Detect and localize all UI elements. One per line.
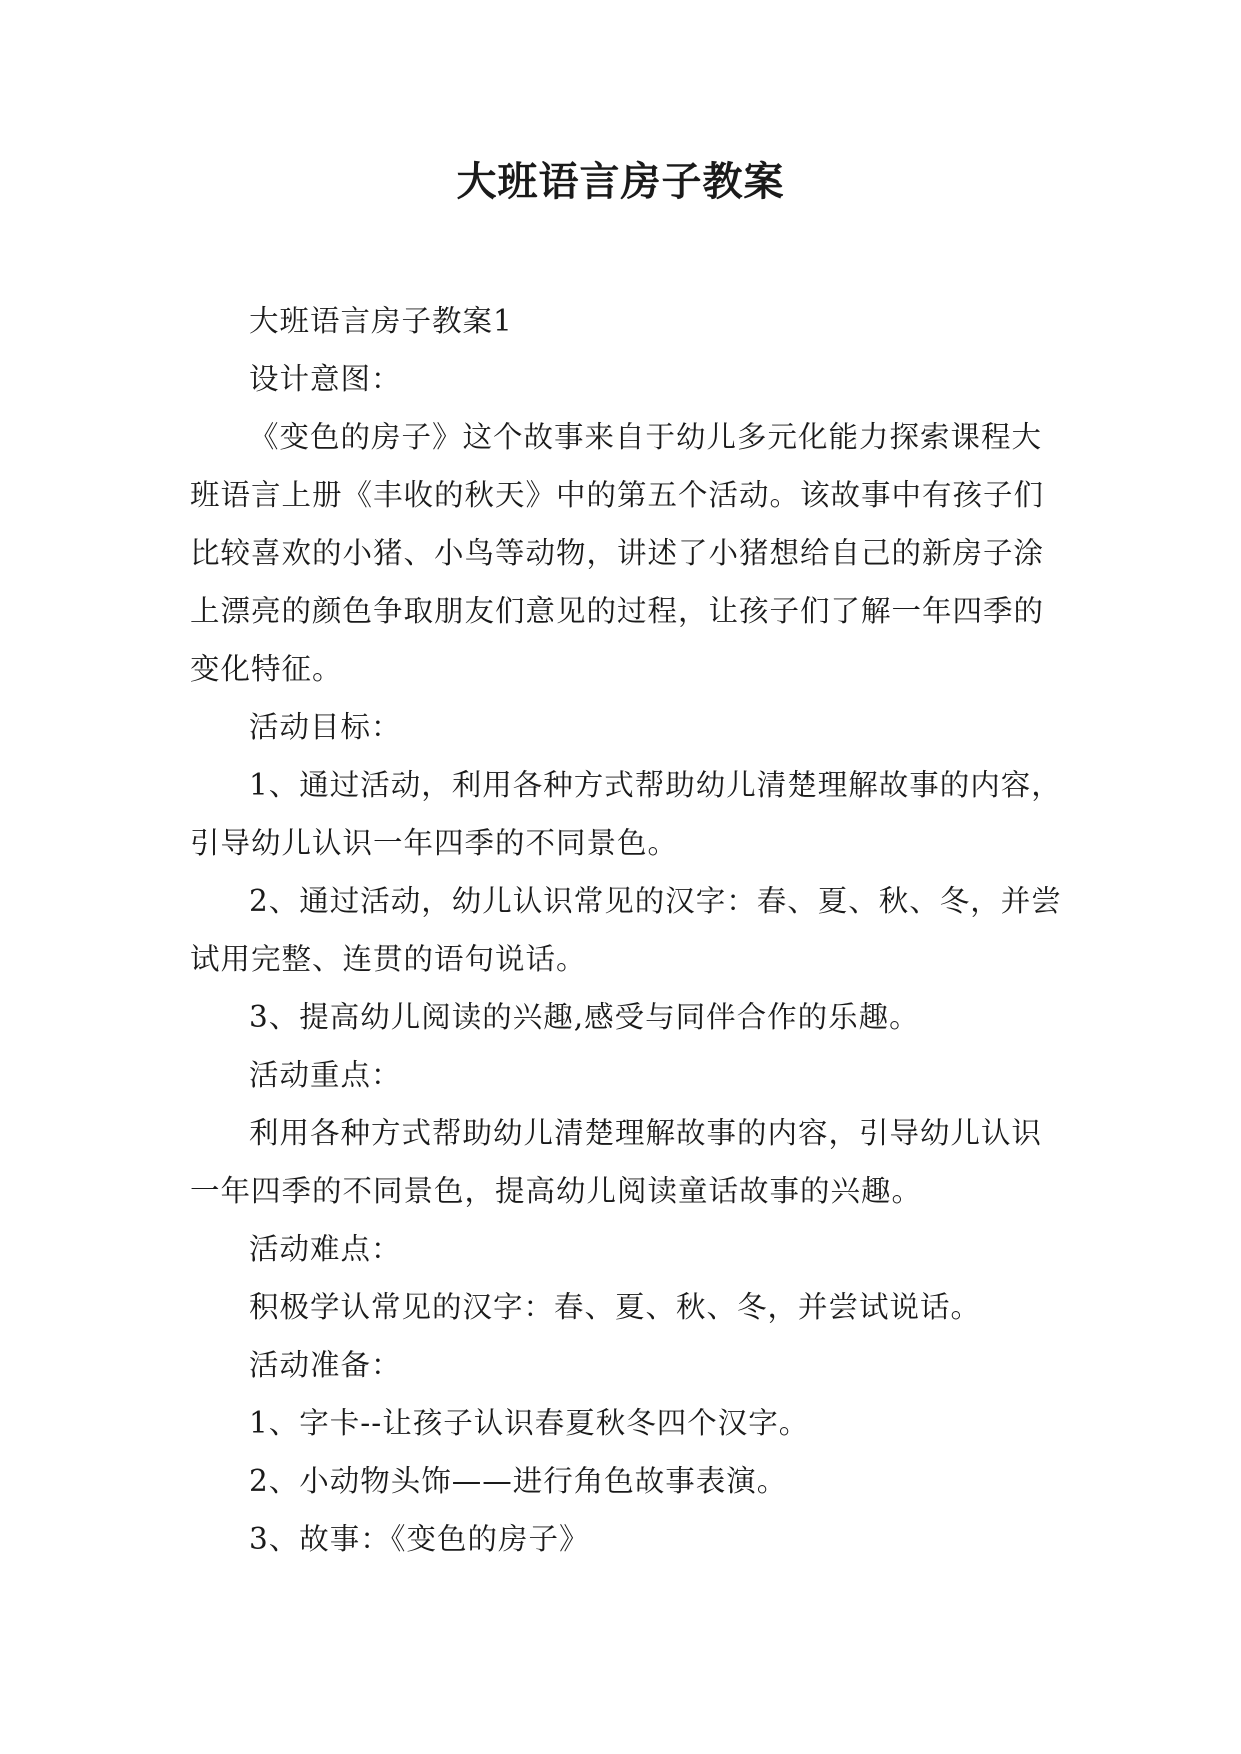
heading-activity-goals: 活动目标：	[249, 710, 402, 744]
preparation-item-1: 1、字卡--让孩子认识春夏秋冬四个汉字。	[249, 1406, 810, 1440]
heading-activity-difficulty: 活动难点：	[249, 1232, 402, 1266]
document-title: 大班语言房子教案	[456, 159, 785, 205]
preparation-item-3: 3、故事：《变色的房子》	[249, 1522, 590, 1556]
heading-activity-preparation: 活动准备：	[249, 1348, 402, 1382]
section-heading-lesson-1: 大班语言房子教案1	[249, 304, 513, 338]
goal-item-3: 3、提高幼儿阅读的兴趣,感受与同伴合作的乐趣。	[249, 1000, 920, 1034]
heading-design-intent: 设计意图：	[249, 362, 402, 396]
preparation-item-2: 2、小动物头饰——进行角色故事表演。	[249, 1464, 788, 1498]
paragraph-activity-focus: 利用各种方式帮助幼儿清楚理解故事的内容，引导幼儿认识一年四季的不同景色，提高幼儿阅读童话故事的兴趣。	[190, 1116, 1043, 1208]
paragraph-design-intent: 《变色的房子》这个故事来自于幼儿多元化能力探索课程大班语言上册《丰收的秋天》中的第五个活动。该故事中有孩子们比较喜欢的小猪、小鸟等动物，讲述了小猪想给自己的新房子涂上漂亮的颜色争取朋友们意见的过程，让孩子们了解一年四季的变化特征。	[190, 420, 1045, 686]
goal-item-2: 2、通过活动，幼儿认识常见的汉字：春、夏、秋、冬，并尝试用完整、连贯的语句说话。	[190, 884, 1062, 976]
paragraph-activity-difficulty: 积极学认常见的汉字：春、夏、秋、冬，并尝试说话。	[249, 1290, 982, 1324]
goal-item-1: 1、通过活动，利用各种方式帮助幼儿清楚理解故事的内容，引导幼儿认识一年四季的不同景色。	[190, 768, 1062, 860]
document-body	[190, 292, 1065, 1568]
heading-activity-focus: 活动重点：	[249, 1058, 402, 1092]
